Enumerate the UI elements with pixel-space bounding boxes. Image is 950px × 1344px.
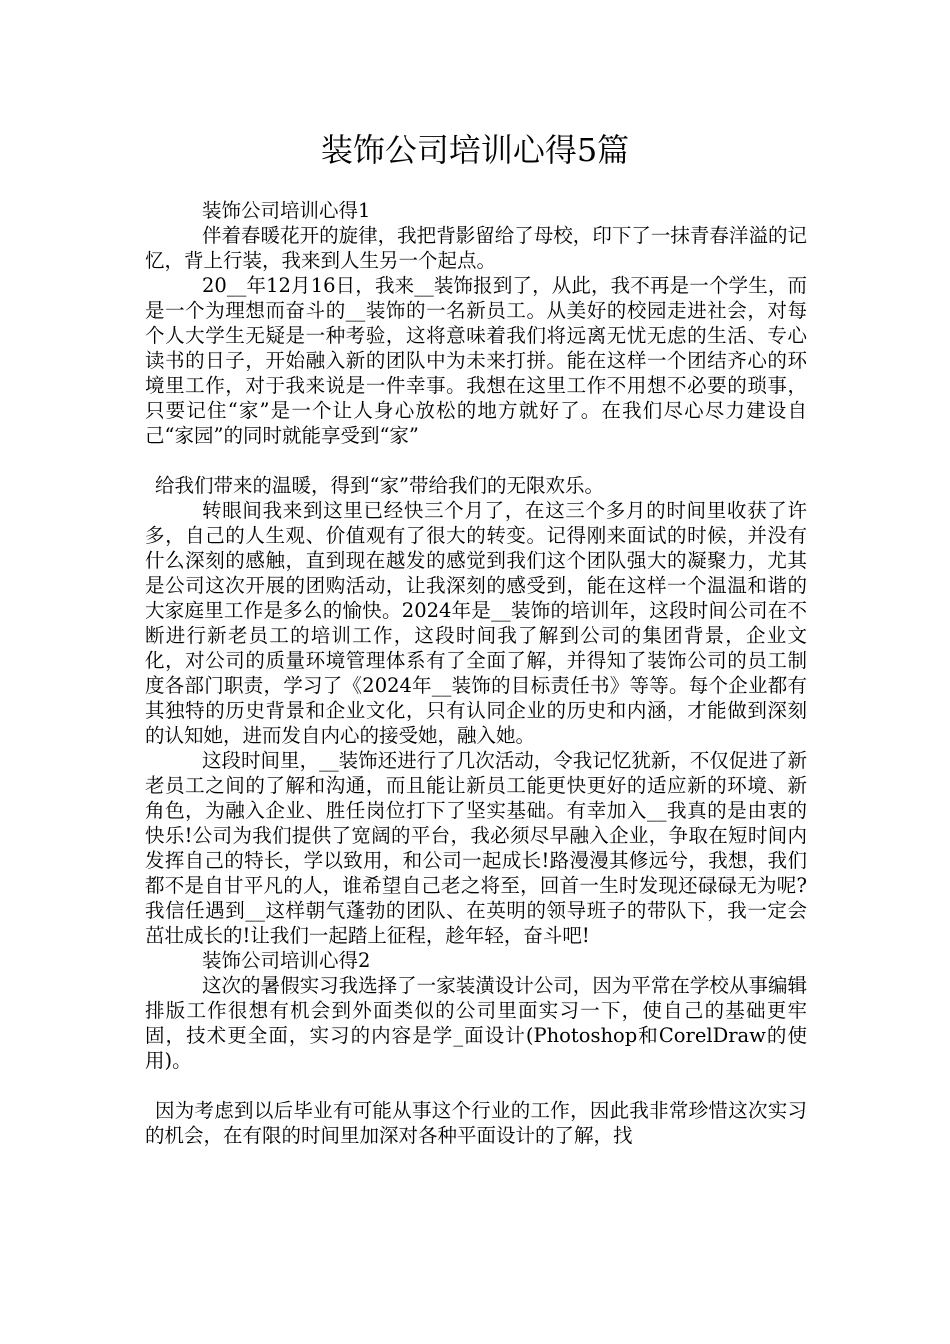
section-1-paragraph-1: 伴着春暖花开的旋律，我把背影留给了母校，印下了一抹青春洋溢的记忆，背上行装，我来到人生另一个起点。 bbox=[145, 224, 807, 272]
section-heading-1: 装饰公司培训心得1 bbox=[202, 199, 371, 222]
section-2-paragraph-2: 因为考虑到以后毕业有可能从事这个行业的工作，因此我非常珍惜这次实习的机会，在有限的时间里加深对各种平面设计的了解，找 bbox=[145, 1099, 807, 1147]
document-title: 装饰公司培训心得5篇 bbox=[320, 131, 630, 169]
section-2-paragraph-1: 这次的暑假实习我选择了一家装潢设计公司，因为平常在学校从事编辑排版工作很想有机会到外面类似的公司里面实习一下，使自己的基础更牢固，技术更全面，实习的内容是学_面设计(Photoshop和CorelDraw的使用)。 bbox=[145, 974, 807, 1072]
paragraph-gap bbox=[145, 448, 807, 473]
section-1-paragraph-2: 20__年12月16日，我来__装饰报到了，从此，我不再是一个学生，而是一个为理想而奋斗的__装饰的一名新员工。从美好的校园走进社会，对每个人大学生无疑是一种考验，这将意味着我们将远离无忧无虑的生活、专心读书的日子，开始融入新的团队中为未来打拼。能在这样一个团结齐心的环境里工作，对于我来说是一件幸事。我想在这里工作不用想不必要的琐事，只要记住“家”是一个让人身心放松的地方就好了。在我们尽心尽力建设自己“家园”的同时就能享受到“家” bbox=[145, 274, 807, 447]
section-1-paragraph-5: 这段时间里，__装饰还进行了几次活动，令我记忆犹新，不仅促进了新老员工之间的了解和沟通，而且能让新员工能更快更好的适应新的环境、新角色，为融入企业、胜任岗位打下了坚实基础。有幸加入__我真的是由衷的快乐!公司为我们提供了宽阔的平台，我必须尽早融入企业，争取在短时间内发挥自己的特长，学以致用，和公司一起成长!路漫漫其修远兮，我想，我们都不是自甘平凡的人，谁希望自己老之将至，回首一生时发现还碌碌无为呢?我信任遇到__这样朝气蓬勃的团队、在英明的领导班子的带队下，我一定会茁壮成长的!让我们一起踏上征程，趁年轻，奋斗吧! bbox=[145, 749, 807, 947]
paragraph-gap bbox=[145, 1073, 807, 1098]
section-1-paragraph-4: 转眼间我来到这里已经快三个月了，在这三个多月的时间里收获了许多，自己的人生观、价值观有了很大的转变。记得刚来面试的时候，并没有什么深刻的感触，直到现在越发的感觉到我们这个团队强大的凝聚力，尤其是公司这次开展的团购活动，让我深刻的感受到，能在这样一个温温和谐的大家庭里工作是多么的愉快。2024年是__装饰的培训年，这段时间公司在不断进行新老员工的培训工作，这段时间我了解到公司的集团背景，企业文化，对公司的质量环境管理体系有了全面了解，并得知了装饰公司的员工制度各部门职责，学习了《2024年__装饰的目标责任书》等等。每个企业都有其独特的历史背景和企业文化，只有认同企业的历史和内涵，才能做到深刻的认知她，进而发自内心的接受她，融入她。 bbox=[145, 499, 807, 747]
document-body bbox=[145, 198, 807, 1148]
section-heading-2: 装饰公司培训心得2 bbox=[202, 949, 371, 972]
section-1-paragraph-3: 给我们带来的温暖，得到“家”带给我们的无限欢乐。 bbox=[155, 474, 604, 497]
